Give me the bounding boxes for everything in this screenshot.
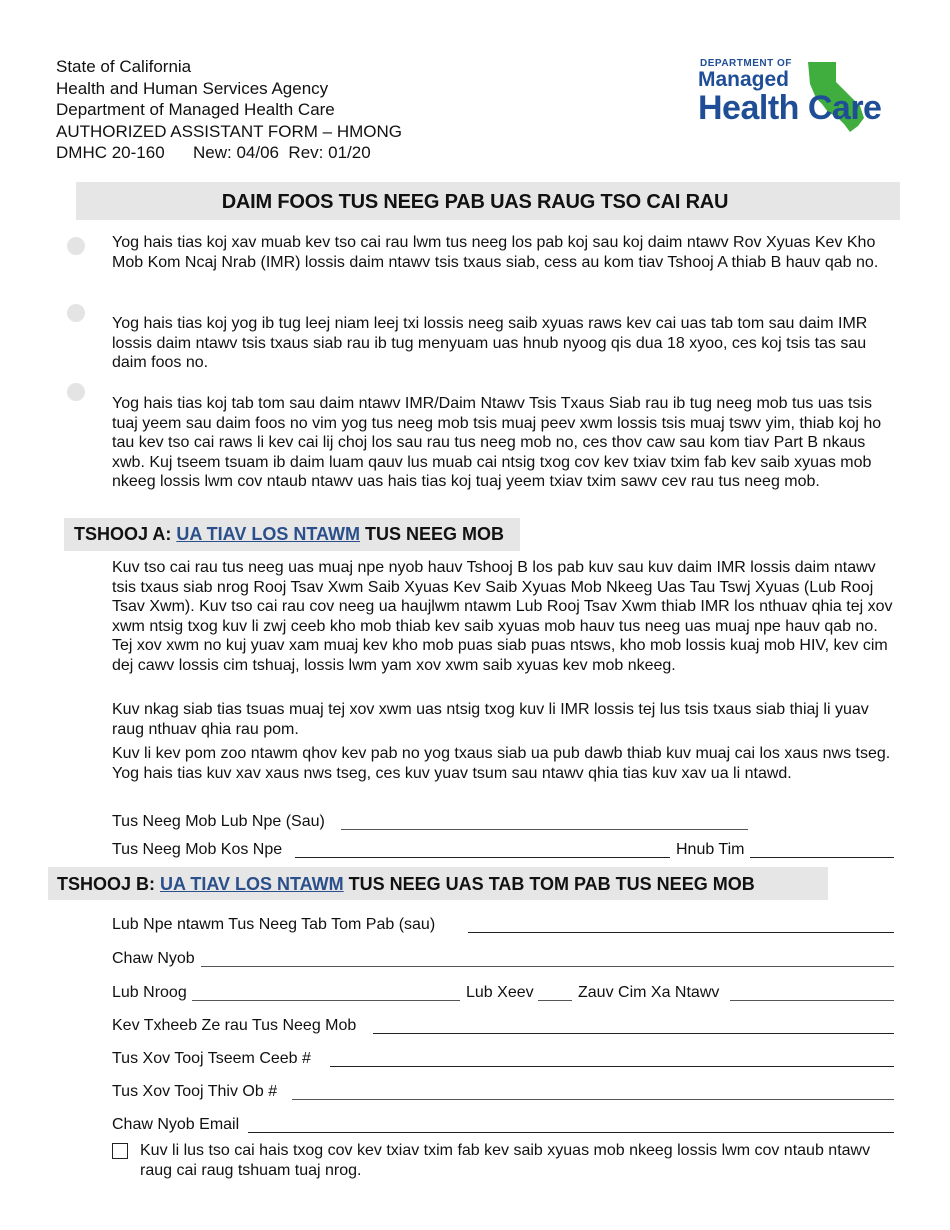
patient-signature-label: Tus Neeg Mob Kos Npe: [112, 841, 283, 858]
header-line: Health and Human Services Agency: [56, 78, 329, 98]
section-b-link[interactable]: UA TIAV LOS NTAWM: [160, 874, 344, 894]
header-line: AUTHORIZED ASSISTANT FORM – HMONG: [56, 121, 403, 141]
patient-name-label: Tus Neeg Mob Lub Npe (Sau): [112, 813, 325, 830]
intro-paragraph: Yog hais tias koj xav muab kev tso cai rau lwm tus neeg los pab koj sau koj daim ntawv Rov Xyuas Kev Kho Mob Kom Ncaj Nrab (IMR) lossis daim ntawv tsis txaus siab, cess au kom tiav Tshooj A thiab B hauv qab no.: [112, 234, 879, 271]
section-b-prefix: TSHOOJ B:: [57, 874, 161, 894]
intro-paragraph: Yog hais tias koj yog ib tug leej niam leej txi lossis neeg saib xyuas raws kev cai uas tab tom sau daim IMR lossis daim ntawv tsis txaus siab rau ib tug menyuam uas hnub nyoog qis dua 18 xyoo, ces koj tsis tas sau daim foos no.: [112, 315, 868, 372]
relationship-label: Kev Txheeb Ze rau Tus Neeg Mob: [112, 1017, 357, 1034]
form-number: DMHC 20-160 New: 04/06 Rev: 01/20: [56, 143, 371, 162]
logo-managed-text: Managed: [698, 68, 790, 91]
section-b-suffix: TUS NEEG UAS TAB TOM PAB TUS NEEG MOB: [343, 874, 755, 894]
zip-input[interactable]: [730, 1000, 894, 1001]
phone-other-label: Tus Xov Tooj Thiv Ob #: [112, 1083, 278, 1100]
form-title: DAIM FOOS TUS NEEG PAB UAS RAUG TSO CAI RAU: [221, 191, 729, 213]
phone-other-input[interactable]: [292, 1099, 894, 1100]
zip-label: Zauv Cim Xa Ntawv: [578, 984, 720, 1001]
section-a-title: [74, 524, 504, 545]
logo-health-text: Health Care: [698, 89, 882, 127]
section-a-link[interactable]: UA TIAV LOS NTAWM: [176, 524, 360, 544]
logo-dept-text: DEPARTMENT OF: [700, 58, 792, 69]
city-input[interactable]: [192, 1000, 460, 1001]
section-b-title: [57, 874, 755, 895]
patient-signature-input[interactable]: [295, 857, 670, 858]
patient-name-input[interactable]: [341, 829, 748, 830]
email-input[interactable]: [248, 1132, 894, 1133]
agency-header: [56, 56, 402, 164]
phone-home-input[interactable]: [330, 1066, 894, 1067]
assistant-name-input[interactable]: [468, 932, 894, 933]
email-label: Chaw Nyob Email: [112, 1116, 240, 1133]
authorization-checkbox-label: Kuv li lus tso cai hais txog cov kev txiav txim fab kev saib xyuas mob nkeeg lossis lwm cov ntaub ntawv raug cai raug tshuam tuaj nrog.: [140, 1142, 871, 1179]
relationship-input[interactable]: [373, 1033, 894, 1034]
section-a-paragraph: Kuv li kev pom zoo ntawm qhov kev pab no yog txaus siab ua pub dawb thiab kuv muaj cai los xaus nws tseg. Yog hais tias kuv xav xaus nws tseg, ces kuv yuav tsum sau ntawv qhia tias kuv xav ua li ntawd.: [112, 745, 891, 782]
address-label: Chaw Nyob: [112, 950, 195, 967]
city-label: Lub Nroog: [112, 984, 187, 1001]
intro-paragraph: Yog hais tias koj tab tom sau daim ntawv IMR/Daim Ntawv Tsis Txaus Siab rau ib tug neeg mob tus uas tsis tuaj yeem sau daim foos no vim yog tus neeg mob tsis muaj peev xwm lossis tsis muaj tswv yim, thiab koj ho tau kev tso cai raws li kev cai lij choj los sau rau tus neeg mob no, ces thov caw sau kom tiav Part B nkaus xwb. Kuj tseem tsuam ib daim luam qauv lus muab cai ntsig txog cov kev txiav txim fab kev saib xyuas mob nkeeg lossis lwm cov ntaub ntawv uas hais tias koj tuaj yeem txiav txim sawv cev rau tus neeg mob.: [112, 395, 882, 491]
section-a-suffix: TUS NEEG MOB: [360, 524, 505, 544]
bullet-radio[interactable]: [67, 237, 85, 255]
state-label: Lub Xeev: [466, 984, 534, 1001]
state-input[interactable]: [538, 1000, 572, 1001]
bullet-radio[interactable]: [67, 304, 85, 322]
section-a-prefix: TSHOOJ A:: [74, 524, 177, 544]
assistant-name-label: Lub Npe ntawm Tus Neeg Tab Tom Pab (sau): [112, 916, 436, 933]
section-a-paragraph: Kuv nkag siab tias tsuas muaj tej xov xwm uas ntsig txog kuv li IMR lossis tej lus tsis txaus siab thiaj li yuav raug nthuav qhia rau pom.: [112, 701, 869, 738]
phone-home-label: Tus Xov Tooj Tseem Ceeb #: [112, 1050, 311, 1067]
section-a-paragraph: Kuv tso cai rau tus neeg uas muaj npe nyob hauv Tshooj B los pab kuv sau kuv daim IMR lossis daim ntawv tsis txaus siab nrog Rooj Tsav Xwm Saib Xyuas Kev Saib Xyuas Mob Nkeeg Uas Tau Tswj Xyuas (Lub Rooj Tsav Xwm). Kuv tso cai rau cov neeg ua haujlwm ntawm Lub Rooj Tsav Xwm thiab IMR los nthuav qhia tej xov xwm ntsig txog kuv li zwj ceeb kho mob thiab kev saib xyuas mob hauv tus neeg uas muaj npe hauv qab no. Tej xov xwm no kuj yuav xam muaj kev kho mob puas siab puas ntsws, kho mob lossis kuaj mob HIV, kev cim dej cawv lossis cim tshuaj, lossis lwm yam xov xwm saib xyuas kev mob nkeeg.: [112, 559, 893, 674]
header-line: State of California: [56, 57, 192, 76]
authorization-checkbox[interactable]: [112, 1143, 128, 1159]
dmhc-logo: [698, 56, 898, 134]
header-line: Department of Managed Health Care: [56, 100, 335, 119]
date-input[interactable]: [750, 857, 894, 858]
date-label: Hnub Tim: [676, 841, 745, 858]
bullet-radio[interactable]: [67, 383, 85, 401]
address-input[interactable]: [201, 966, 894, 967]
